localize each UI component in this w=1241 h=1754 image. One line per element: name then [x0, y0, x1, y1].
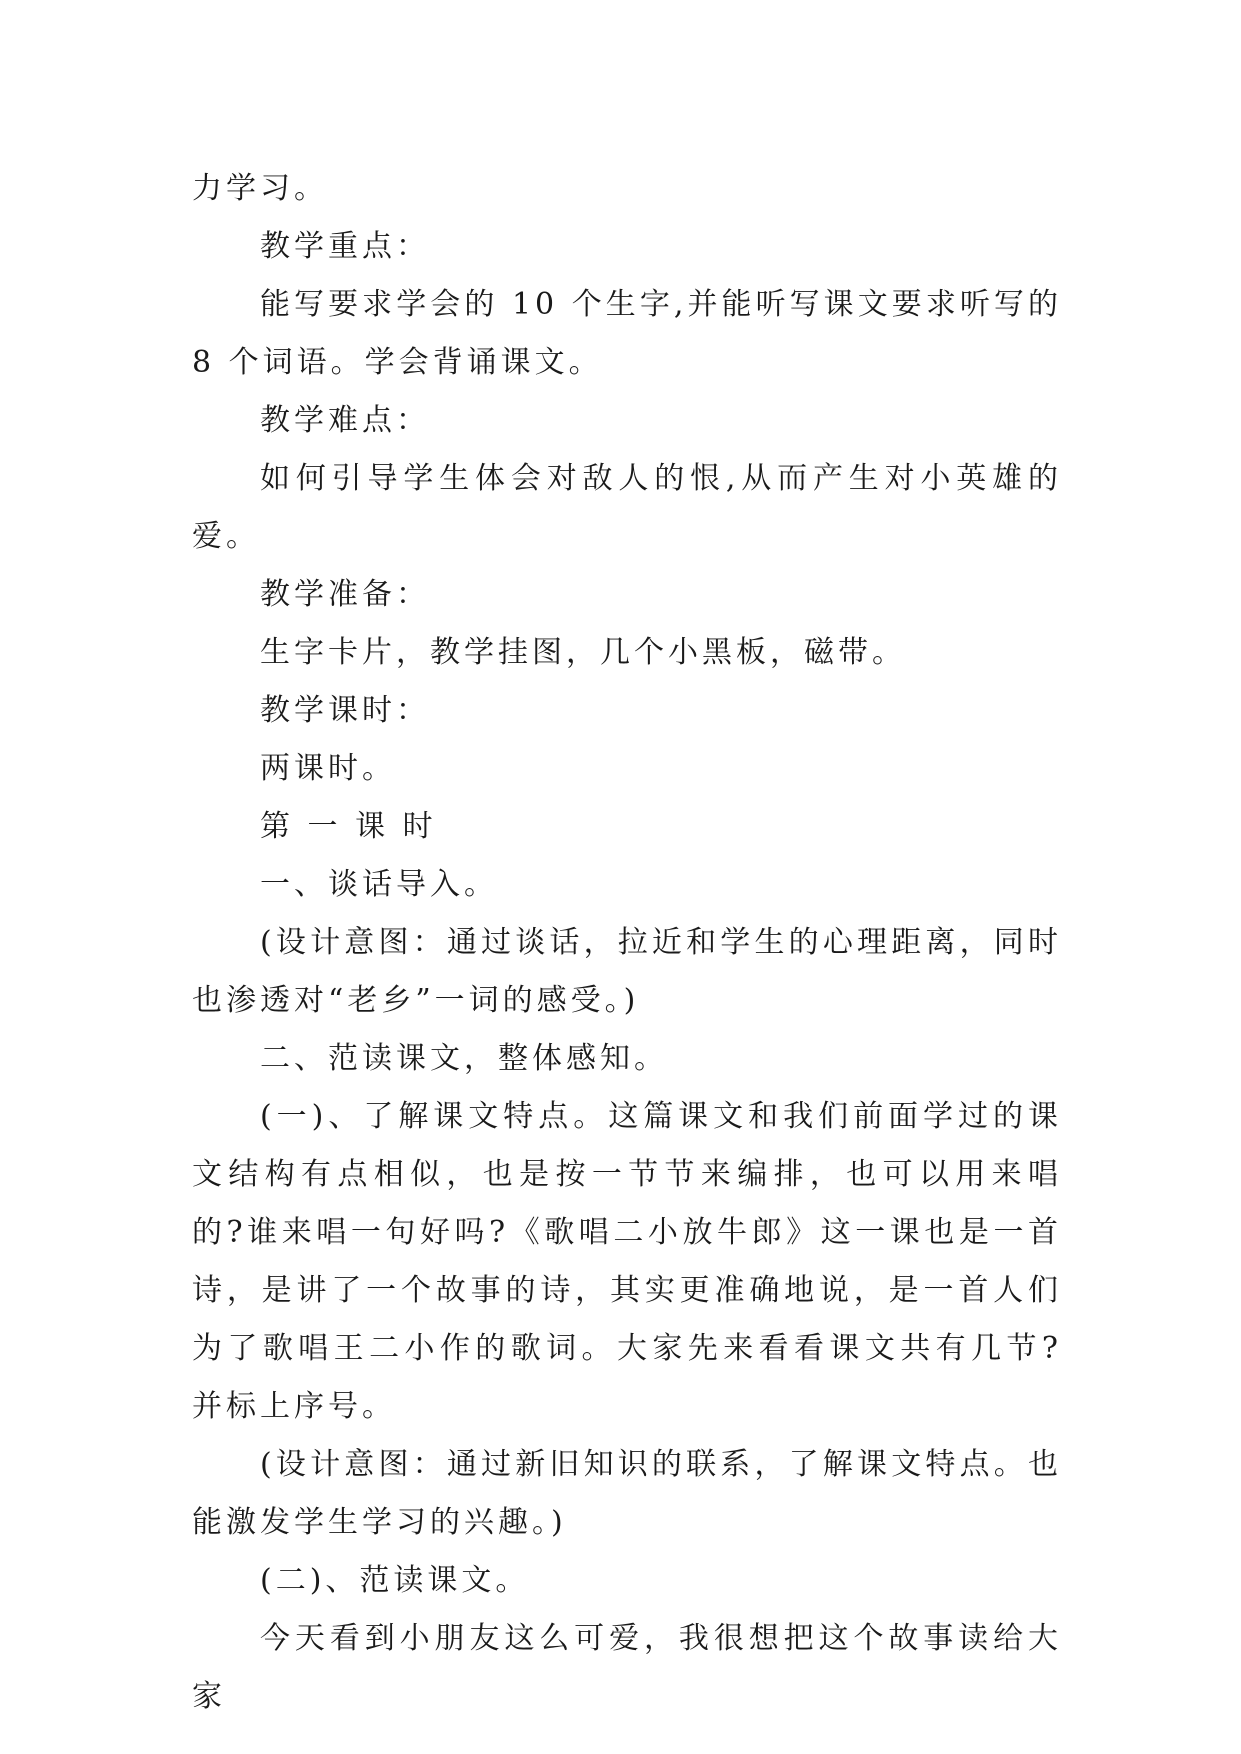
document-body — [192, 160, 1076, 1726]
heading-teaching-difficulty: 教学难点： — [260, 403, 430, 438]
heading-first-lesson: 第 一 课 时 — [260, 809, 437, 844]
subsection-model-reading: (二)、范读课文。 — [260, 1563, 530, 1598]
paragraph-teaching-difficulty: 如何引导学生体会对敌人的恨,从而产生对小英雄的爱。 — [192, 461, 1062, 554]
paragraph-design-intent-2: (设计意图：通过新旧知识的联系，了解课文特点。也能激发学生学习的兴趣。) — [192, 1447, 1062, 1540]
heading-class-hours: 教学课时： — [260, 693, 430, 728]
section-conversation-intro: 一、谈话导入。 — [260, 867, 498, 902]
paragraph-teaching-focus: 能写要求学会的 10 个生字,并能听写课文要求听写的 8 个词语。学会背诵课文。 — [192, 287, 1076, 380]
paragraph-design-intent-1: (设计意图：通过谈话，拉近和学生的心理距离，同时也渗透对“老乡”一词的感受。) — [192, 925, 1062, 1018]
heading-teaching-preparation: 教学准备： — [260, 577, 430, 612]
paragraph-class-hours: 两课时。 — [260, 751, 396, 786]
paragraph-teaching-preparation: 生字卡片，教学挂图，几个小黑板，磁带。 — [260, 635, 906, 670]
heading-teaching-focus: 教学重点： — [260, 229, 430, 264]
paragraph-continuation: 力学习。 — [192, 171, 328, 206]
paragraph-reading-intro: 今天看到小朋友这么可爱，我很想把这个故事读给大家 — [192, 1621, 1062, 1714]
section-model-reading: 二、范读课文，整体感知。 — [260, 1041, 668, 1076]
paragraph-text-features: (一)、了解课文特点。这篇课文和我们前面学过的课文结构有点相似，也是按一节节来编排，也可以用来唱的?谁来唱一句好吗?《歌唱二小放牛郎》这一课也是一首诗，是讲了一个故事的诗，其实更准确地说，是一首人们为了歌唱王二小作的歌词。大家先来看看课文共有几节?并标上序号。 — [192, 1099, 1062, 1424]
